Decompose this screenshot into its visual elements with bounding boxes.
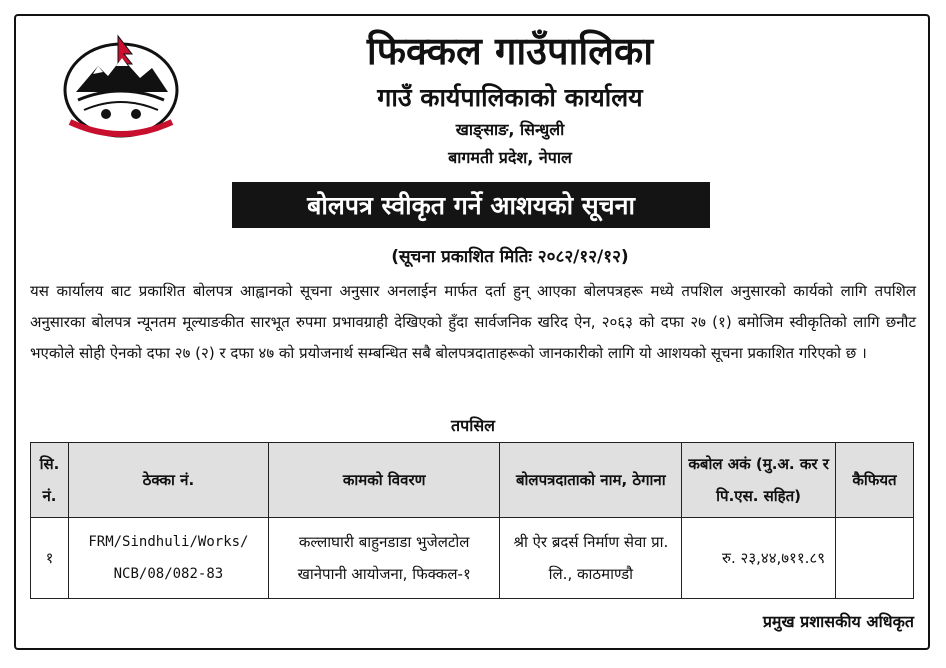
header-contract-no: ठेक्का नं. bbox=[68, 443, 268, 518]
published-date: (सूचना प्रकाशित मितिः २०८२/१२/१२) bbox=[391, 247, 629, 267]
nepal-emblem-logo bbox=[56, 30, 186, 140]
cell-sn: १ bbox=[31, 518, 69, 599]
header-bidder: बोलपत्रदाताको नाम, ठेगाना bbox=[500, 443, 682, 518]
header-work-description: कामको विवरण bbox=[268, 443, 500, 518]
signatory-title: प्रमुख प्रशासकीय अधिकृत bbox=[762, 612, 914, 631]
executive-office-name: गाउँ कार्यपालिकाको कार्यालय bbox=[377, 83, 643, 112]
schedule-heading: तपसिल bbox=[450, 416, 496, 435]
notice-body: यस कार्यालय बाट प्रकाशित बोलपत्र आह्वानको सूचना अनुसार अनलाईन मार्फत दर्ता हुन् आएका बोलपत्रहरू मध्ये तपशिल अनुसारको कार्यको लागि तपशिल अनुसारका बोलपत्र न्यूनतम मूल्याङकीत सारभूत रुपमा प्रभावग्राही देखिएको हुँदा सार्वजनिक खरिद ऐन, २०६३ को दफा २७ (१) बमोजिम स्वीकृतिको लागि छनौट भएकोले सोही ऐनको दफा २७ (२) र दफा ४७ को प्रयोजनार्थ सम्बन्धित सबै बोलपत्रदाताहरूको जानकारीको लागि यो आशयको सूचना प्रकाशित गरिएको छ । bbox=[30, 282, 916, 362]
header-amount: कबोल अकं (मु.अ. कर र पि.एस. सहित) bbox=[682, 443, 836, 518]
cell-work-description: कल्लाघारी बाहुनडाडा भुजेलटोल खानेपानी आयोजना, फिक्कल-१ bbox=[268, 518, 500, 599]
cell-amount: रु. २३,४४,७११.८९ bbox=[682, 518, 836, 599]
notice-title: बोलपत्र स्वीकृत गर्ने आशयको सूचना bbox=[307, 191, 635, 220]
bid-details-table bbox=[30, 442, 914, 599]
header-sn: सि. नं. bbox=[31, 443, 69, 518]
table-row bbox=[31, 518, 914, 599]
header-remarks: कैफियत bbox=[836, 443, 914, 518]
notice-title-banner bbox=[232, 182, 710, 228]
cell-contract-no: FRM/Sindhuli/Works/ NCB/08/082-83 bbox=[68, 518, 268, 599]
cell-remarks bbox=[836, 518, 914, 599]
table-header-row bbox=[31, 443, 914, 518]
cell-bidder: श्री ऐर ब्रदर्स निर्माण सेवा प्रा. लि., काठमाण्डौ bbox=[500, 518, 682, 599]
address-line-1: खाङ्साङ, सिन्धुली bbox=[455, 120, 565, 139]
office-name: फिक्कल गाउँपालिका bbox=[366, 29, 654, 73]
address-line-2: बागमती प्रदेश, नेपाल bbox=[448, 148, 572, 167]
